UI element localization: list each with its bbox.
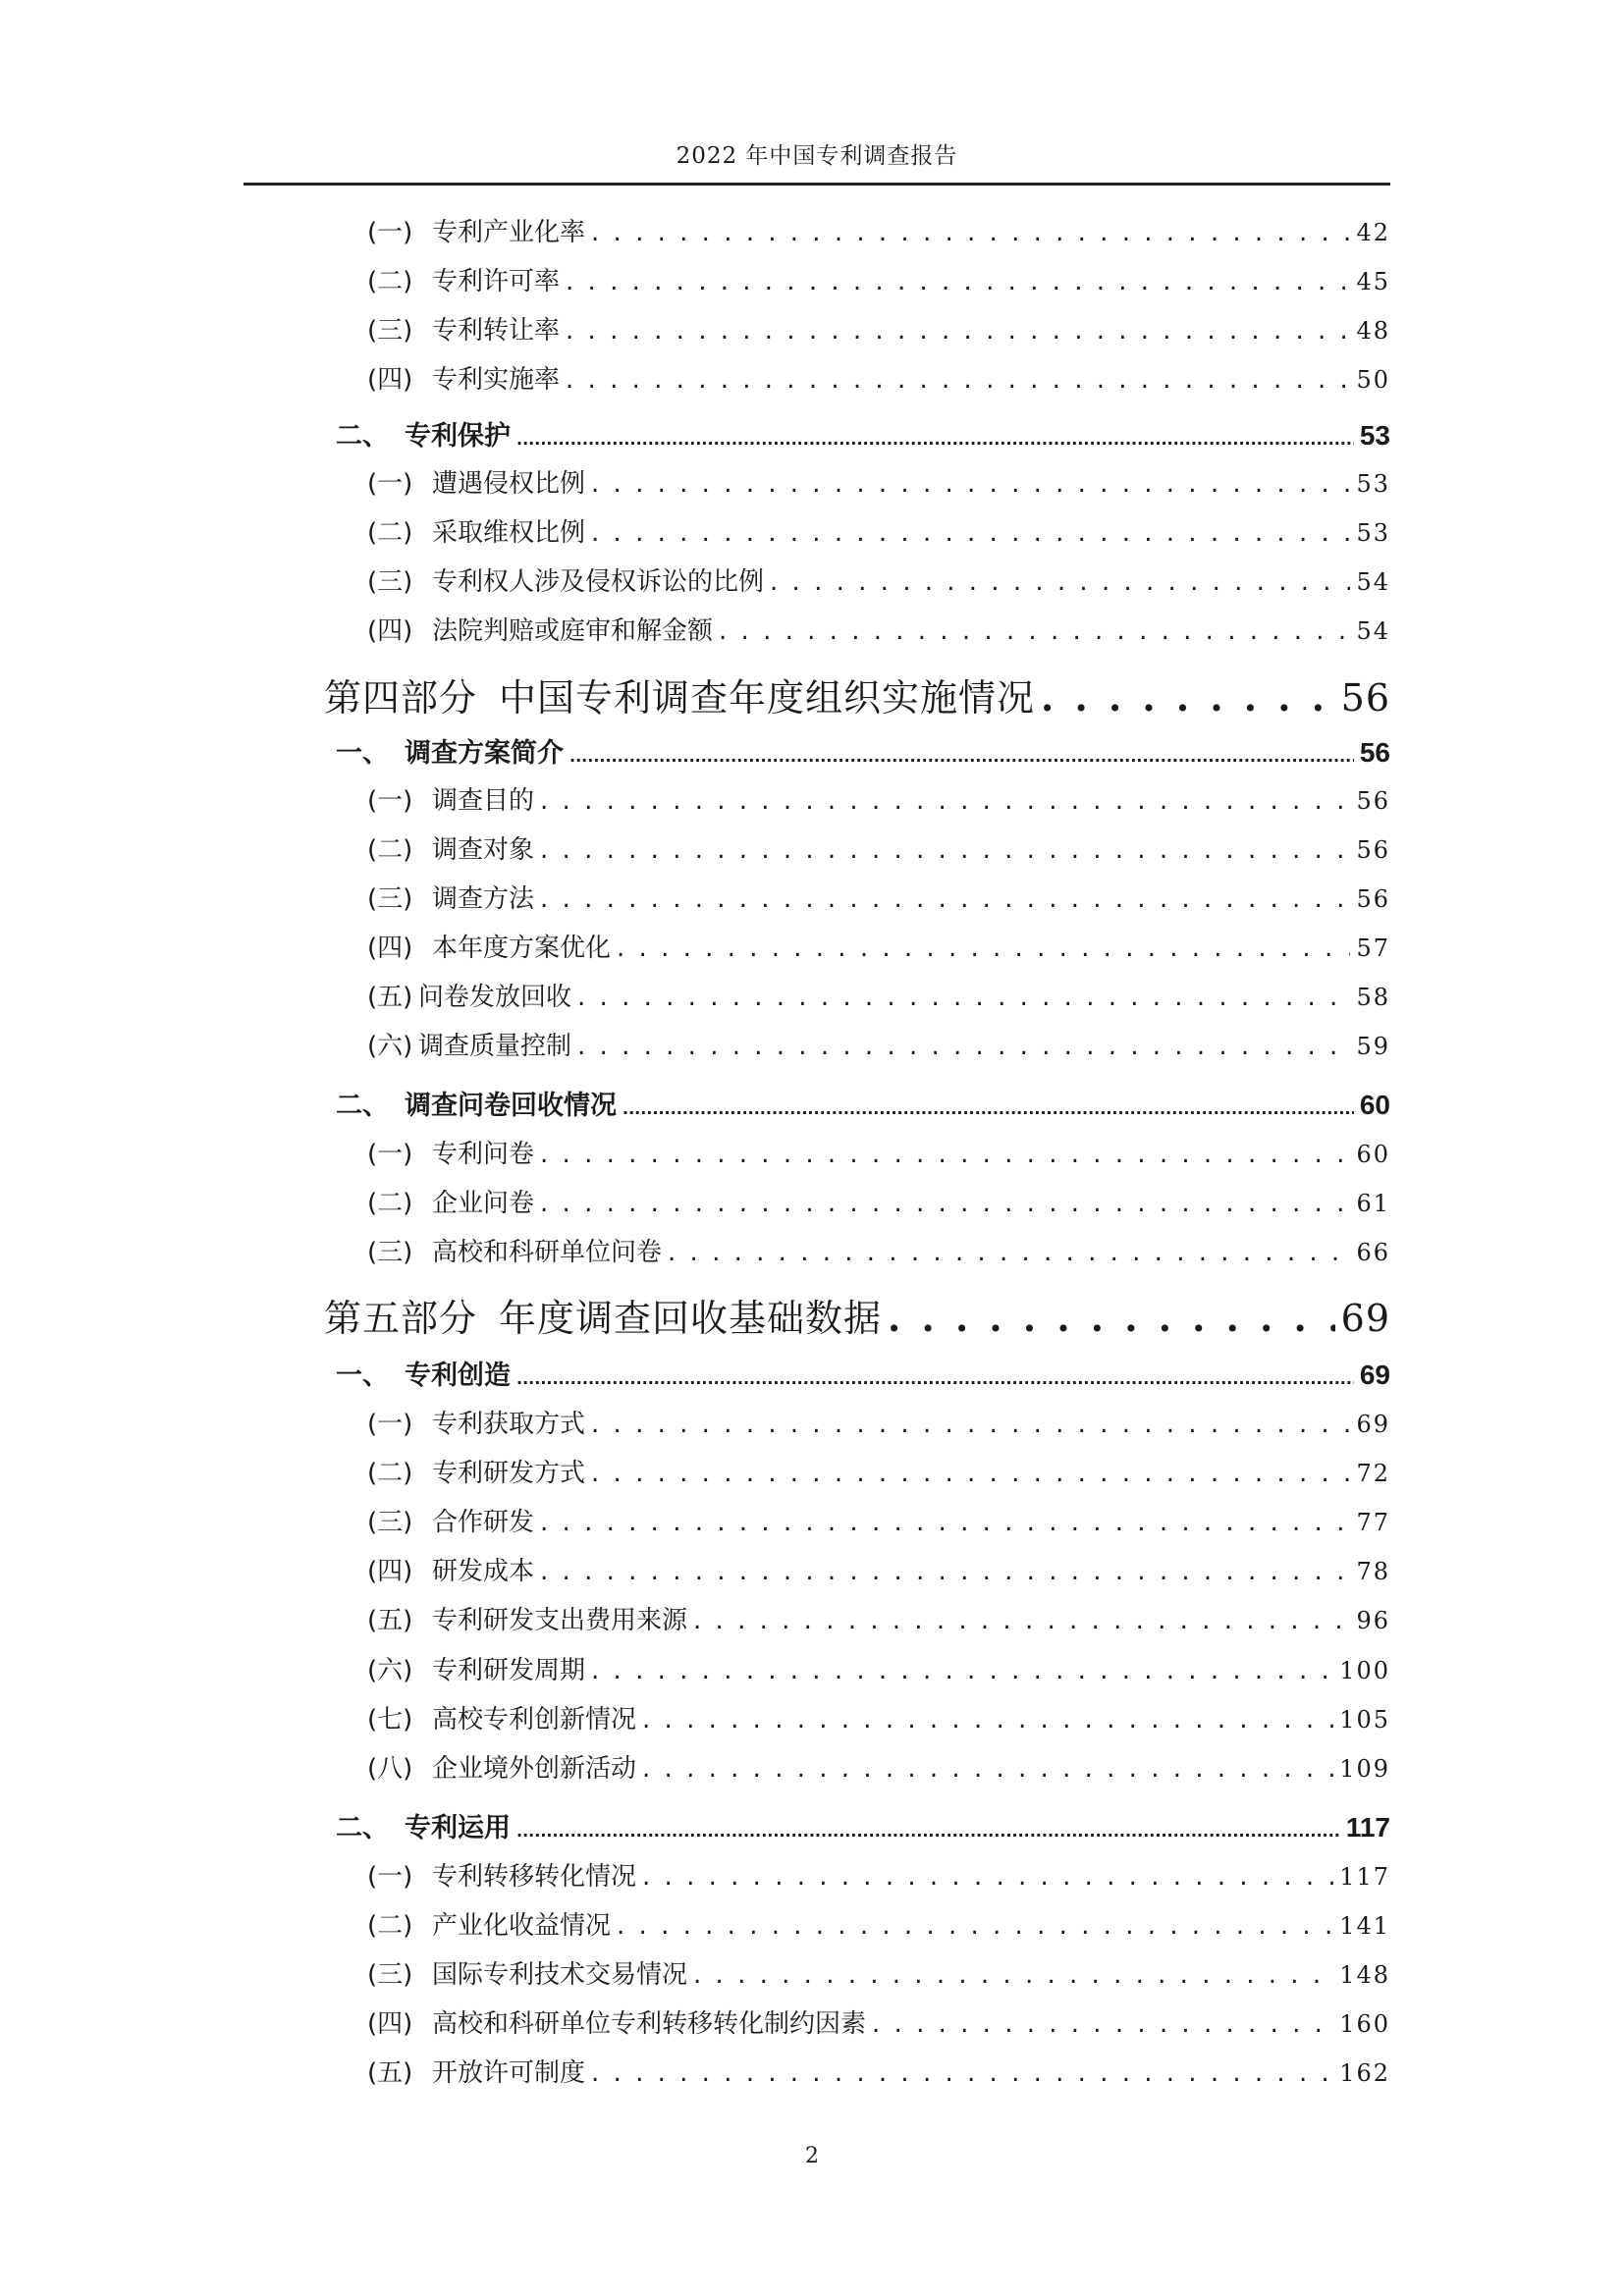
dot-leader: [540, 1140, 1350, 1169]
dot-leader: [516, 1813, 1340, 1843]
toc-entry[interactable]: [367, 1453, 1390, 1486]
toc-entry[interactable]: [367, 2053, 1390, 2086]
toc-page-number: 42: [1356, 219, 1390, 246]
toc-page-number: 72: [1356, 1460, 1390, 1487]
toc-page-number: 50: [1356, 366, 1390, 394]
dot-leader: [591, 518, 1350, 548]
toc-entry[interactable]: [367, 1134, 1390, 1167]
toc-page-number: 59: [1356, 1033, 1390, 1060]
toc-page-number: 69: [1359, 1360, 1390, 1390]
toc-entry[interactable]: [324, 667, 1390, 720]
toc-entry-number: (一): [367, 1410, 413, 1439]
toc-entry-title: 专利获取方式: [432, 1410, 586, 1439]
toc-entry-number: (一): [367, 1140, 413, 1169]
dot-leader: [888, 1296, 1335, 1340]
toc-page-number: 53: [1359, 420, 1390, 451]
toc-entry[interactable]: [336, 1354, 1390, 1389]
toc-entry-label: [367, 2003, 866, 2040]
dot-leader: [540, 1557, 1350, 1586]
toc-entry-label: [336, 731, 564, 770]
toc-entry[interactable]: [367, 1699, 1390, 1733]
toc-entry[interactable]: [367, 561, 1390, 595]
toc-entry-title: 专利转移转化情况: [432, 1862, 637, 1892]
toc-page-number: 53: [1356, 519, 1390, 547]
toc-entry[interactable]: [367, 1650, 1390, 1683]
toc-entry-number: (三): [367, 884, 413, 914]
dot-leader: [540, 786, 1350, 816]
dot-leader: [516, 1361, 1354, 1391]
header-rule: [244, 183, 1390, 186]
toc-entry-title: 中国专利调查年度组织实施情况: [499, 676, 1036, 720]
toc-entry[interactable]: [367, 1748, 1390, 1782]
toc-entry-number: 一、: [336, 738, 389, 769]
toc-entry-number: (七): [367, 1705, 413, 1735]
toc-entry-title: 专利研发方式: [432, 1459, 586, 1488]
toc-entry-label: [367, 1453, 585, 1489]
toc-entry-number: (一): [367, 1862, 413, 1892]
toc-entry-number: (四): [367, 2009, 413, 2039]
toc-entry-title: 产业化收益情况: [432, 1911, 612, 1941]
toc-entry-label: [367, 977, 571, 1013]
toc-entry[interactable]: [336, 731, 1390, 767]
toc-entry-label: [367, 2053, 585, 2089]
dot-leader: [591, 469, 1350, 499]
toc-entry-title: 企业问卷: [432, 1189, 535, 1218]
toc-entry[interactable]: [367, 1600, 1390, 1633]
toc-entry[interactable]: [367, 512, 1390, 546]
toc-entry-number: 第五部分: [324, 1297, 478, 1340]
toc-entry[interactable]: [367, 1954, 1390, 1988]
toc-page-number: 77: [1356, 1509, 1390, 1536]
toc-entry-title: 合作研发: [432, 1508, 535, 1537]
dot-leader: [770, 567, 1350, 597]
toc-entry-title: 专利研发支出费用来源: [432, 1606, 688, 1635]
toc-entry-label: [367, 463, 585, 500]
toc-entry[interactable]: [367, 2003, 1390, 2037]
toc-entry[interactable]: [367, 261, 1390, 294]
toc-entry-label: [367, 1232, 662, 1268]
toc-page-number: 58: [1356, 984, 1390, 1011]
toc-entry-label: [324, 1288, 882, 1342]
toc-entry-number: (四): [367, 616, 413, 646]
toc-entry-title: 企业境外创新活动: [432, 1754, 637, 1784]
toc-page-number: 100: [1339, 1657, 1390, 1684]
dot-leader: [642, 1862, 1333, 1892]
toc-entry[interactable]: [367, 1905, 1390, 1939]
toc-entry-label: [367, 1954, 687, 1991]
toc-entry-title: 专利实施率: [432, 365, 561, 395]
dot-leader: [591, 218, 1350, 247]
dot-leader: [577, 983, 1350, 1012]
toc-page-number: 56: [1356, 836, 1390, 864]
toc-entry[interactable]: [367, 212, 1390, 245]
toc-entry-number: (四): [367, 365, 413, 395]
toc-entry-number: (三): [367, 1238, 413, 1267]
toc-page-number: 117: [1345, 1812, 1390, 1842]
toc-entry-number: (八): [367, 1754, 413, 1784]
toc-entry-title: 遭遇侵权比例: [432, 469, 586, 499]
dot-leader: [566, 316, 1350, 346]
toc-entry-title: 专利研发周期: [432, 1656, 586, 1685]
toc-entry-label: [367, 1856, 636, 1893]
toc-entry-number: (二): [367, 518, 413, 548]
toc-entry-title: 研发成本: [432, 1557, 535, 1586]
toc-entry-number: 第四部分: [324, 676, 478, 720]
toc-entry-title: 开放许可制度: [432, 2058, 586, 2088]
toc-page-number: 56: [1356, 885, 1390, 913]
toc-entry-label: [367, 561, 764, 598]
dot-leader: [569, 738, 1354, 769]
toc-entry-label: [324, 667, 1035, 721]
dot-leader: [642, 1705, 1333, 1735]
toc-entry-title: 国际专利技术交易情况: [432, 1960, 688, 1990]
toc-page-number: 45: [1356, 268, 1390, 295]
toc-entry-number: (三): [367, 316, 413, 346]
dot-leader: [591, 1410, 1350, 1439]
dot-leader: [642, 1754, 1333, 1784]
toc-entry-label: [367, 1183, 534, 1219]
toc-entry-label: [336, 1806, 511, 1844]
toc-entry-label: [367, 780, 534, 817]
toc-page-number: 69: [1356, 1411, 1390, 1438]
toc-entry-label: [367, 879, 534, 915]
toc-entry-label: [367, 1650, 585, 1686]
toc-page-number: 54: [1356, 568, 1390, 596]
toc-page-number: 66: [1356, 1239, 1390, 1266]
toc-entry[interactable]: [367, 310, 1390, 344]
toc-entry-title: 调查方案简介: [405, 738, 564, 769]
toc-entry-title: 调查方法: [432, 884, 535, 914]
toc-entry-label: [367, 1748, 636, 1785]
toc-entry-number: (三): [367, 1960, 413, 1990]
toc-entry-label: [367, 212, 585, 248]
toc-entry-title: 问卷发放回收: [418, 983, 572, 1012]
toc-page-number: 54: [1356, 617, 1390, 645]
toc-entry[interactable]: [336, 1084, 1390, 1119]
toc-entry-number: 二、: [336, 421, 389, 452]
toc-entry-number: (二): [367, 1189, 413, 1218]
toc-entry[interactable]: [367, 879, 1390, 912]
toc-entry-number: (六): [367, 1656, 413, 1685]
dot-leader: [591, 2058, 1333, 2088]
toc-page-number: 60: [1359, 1090, 1390, 1120]
toc-entry-title: 专利运用: [405, 1813, 511, 1843]
toc-entry-number: 一、: [336, 1361, 389, 1391]
dot-leader: [719, 616, 1350, 646]
toc-entry-label: [367, 1699, 636, 1735]
toc-entry[interactable]: [336, 414, 1390, 450]
toc-entry-title: 专利问卷: [432, 1140, 535, 1169]
dot-leader: [617, 934, 1350, 963]
toc-entry-label: [367, 1600, 687, 1636]
toc-entry-number: 二、: [336, 1091, 389, 1121]
toc-entry[interactable]: [367, 928, 1390, 961]
toc-page-number: 56: [1356, 787, 1390, 815]
toc-entry-number: (三): [367, 567, 413, 597]
toc-entry-title: 专利权人涉及侵权诉讼的比例: [432, 567, 765, 597]
toc-entry-label: [367, 1134, 534, 1170]
toc-page-number: 53: [1356, 470, 1390, 498]
toc-page-number: 117: [1339, 1863, 1390, 1891]
dot-leader: [577, 1032, 1350, 1061]
toc-page-number: 109: [1339, 1755, 1390, 1783]
toc-entry-label: [336, 1084, 617, 1122]
toc-entry-title: 年度调查回收基础数据: [499, 1297, 883, 1340]
toc-entry[interactable]: [367, 829, 1390, 863]
toc-entry[interactable]: [367, 1404, 1390, 1437]
toc-entry[interactable]: [367, 1232, 1390, 1265]
toc-entry-title: 专利保护: [405, 421, 511, 452]
toc-entry-label: [367, 1551, 534, 1587]
dot-leader: [1041, 675, 1335, 720]
toc-entry[interactable]: [324, 1288, 1390, 1340]
running-header: 2022 年中国专利调查报告: [676, 143, 958, 169]
toc-entry[interactable]: [367, 611, 1390, 644]
toc-entry[interactable]: [367, 1502, 1390, 1535]
toc-page-number: 96: [1356, 1607, 1390, 1634]
toc-page-number: 56: [1340, 676, 1390, 720]
toc-entry-number: (二): [367, 835, 413, 865]
toc-entry-number: (二): [367, 1911, 413, 1941]
toc-page-number: 56: [1359, 737, 1390, 768]
toc-entry-title: 高校专利创新情况: [432, 1705, 637, 1735]
dot-leader: [516, 421, 1354, 452]
toc-entry-label: [367, 1502, 534, 1538]
toc-page-number: 105: [1339, 1706, 1390, 1734]
toc-entry-number: (二): [367, 1459, 413, 1488]
toc-entry-number: (五): [367, 2058, 413, 2088]
toc-entry[interactable]: [367, 1026, 1390, 1059]
toc-page-number: 141: [1339, 1912, 1390, 1940]
toc-entry-number: (一): [367, 786, 413, 816]
dot-leader: [693, 1960, 1333, 1990]
toc-entry[interactable]: [367, 463, 1390, 497]
dot-leader: [591, 1656, 1333, 1685]
dot-leader: [668, 1238, 1350, 1267]
toc-entry-label: [367, 1905, 611, 1942]
toc-entry-number: (一): [367, 469, 413, 499]
toc-entry-number: (五): [367, 983, 413, 1012]
toc-entry-label: [367, 261, 560, 297]
dot-leader: [540, 1508, 1350, 1537]
toc-entry-title: 高校和科研单位问卷: [432, 1238, 663, 1267]
toc-entry-label: [367, 1026, 571, 1062]
toc-entry-title: 调查目的: [432, 786, 535, 816]
toc-entry-label: [367, 512, 585, 549]
toc-entry-title: 高校和科研单位专利转移转化制约因素: [432, 2009, 867, 2039]
dot-leader: [693, 1606, 1350, 1635]
toc-entry-title: 专利产业化率: [432, 218, 586, 247]
toc-page-number: 162: [1339, 2059, 1390, 2087]
dot-leader: [566, 365, 1350, 395]
toc-entry-number: (二): [367, 267, 413, 296]
toc-page-number: 148: [1339, 1961, 1390, 1989]
toc-entry-title: 本年度方案优化: [432, 934, 612, 963]
toc-entry[interactable]: [367, 1183, 1390, 1216]
toc-entry-number: (一): [367, 218, 413, 247]
toc-entry[interactable]: [367, 780, 1390, 814]
toc-entry-title: 专利创造: [405, 1361, 511, 1391]
toc-page-number: 60: [1356, 1141, 1390, 1168]
toc-page-number: 48: [1356, 317, 1390, 345]
toc-entry-label: [367, 310, 560, 347]
dot-leader: [540, 1189, 1350, 1218]
toc-entry[interactable]: [367, 1551, 1390, 1584]
dot-leader: [623, 1091, 1354, 1121]
toc-page-number: 160: [1339, 2010, 1390, 2038]
toc-entry-number: (四): [367, 1557, 413, 1586]
toc-entry-label: [367, 359, 560, 396]
dot-leader: [617, 1911, 1333, 1941]
toc-entry[interactable]: [367, 977, 1390, 1010]
toc-entry-label: [367, 829, 534, 866]
toc-entry-label: [367, 611, 713, 647]
toc-entry-title: 调查质量控制: [418, 1032, 572, 1061]
toc-entry-title: 调查对象: [432, 835, 535, 865]
dot-leader: [591, 1459, 1350, 1488]
toc-entry-number: (四): [367, 934, 413, 963]
toc-page-number: 61: [1356, 1190, 1390, 1217]
toc-entry-number: 二、: [336, 1813, 389, 1843]
toc-entry-number: (五): [367, 1606, 413, 1635]
toc-page-number: 78: [1356, 1558, 1390, 1585]
toc-entry-label: [336, 414, 511, 453]
toc-entry[interactable]: [367, 1856, 1390, 1890]
toc-entry-title: 专利转让率: [432, 316, 561, 346]
toc-entry-label: [336, 1354, 511, 1392]
dot-leader: [872, 2009, 1333, 2039]
toc-entry-number: (三): [367, 1508, 413, 1537]
toc-entry-title: 采取维权比例: [432, 518, 586, 548]
dot-leader: [566, 267, 1350, 296]
dot-leader: [540, 835, 1350, 865]
toc-entry[interactable]: [367, 359, 1390, 393]
toc-page-number: 69: [1340, 1297, 1390, 1340]
toc-page-number: 57: [1356, 934, 1390, 962]
toc-entry[interactable]: [336, 1806, 1390, 1842]
dot-leader: [540, 884, 1350, 914]
toc-entry-title: 专利许可率: [432, 267, 561, 296]
toc-entry-title: 法院判赔或庭审和解金额: [432, 616, 714, 646]
toc-entry-label: [367, 1404, 585, 1440]
toc-entry-title: 调查问卷回收情况: [405, 1091, 617, 1121]
page-number: 2: [805, 2144, 819, 2168]
toc-entry-label: [367, 928, 611, 964]
toc-entry-number: (六): [367, 1032, 413, 1061]
